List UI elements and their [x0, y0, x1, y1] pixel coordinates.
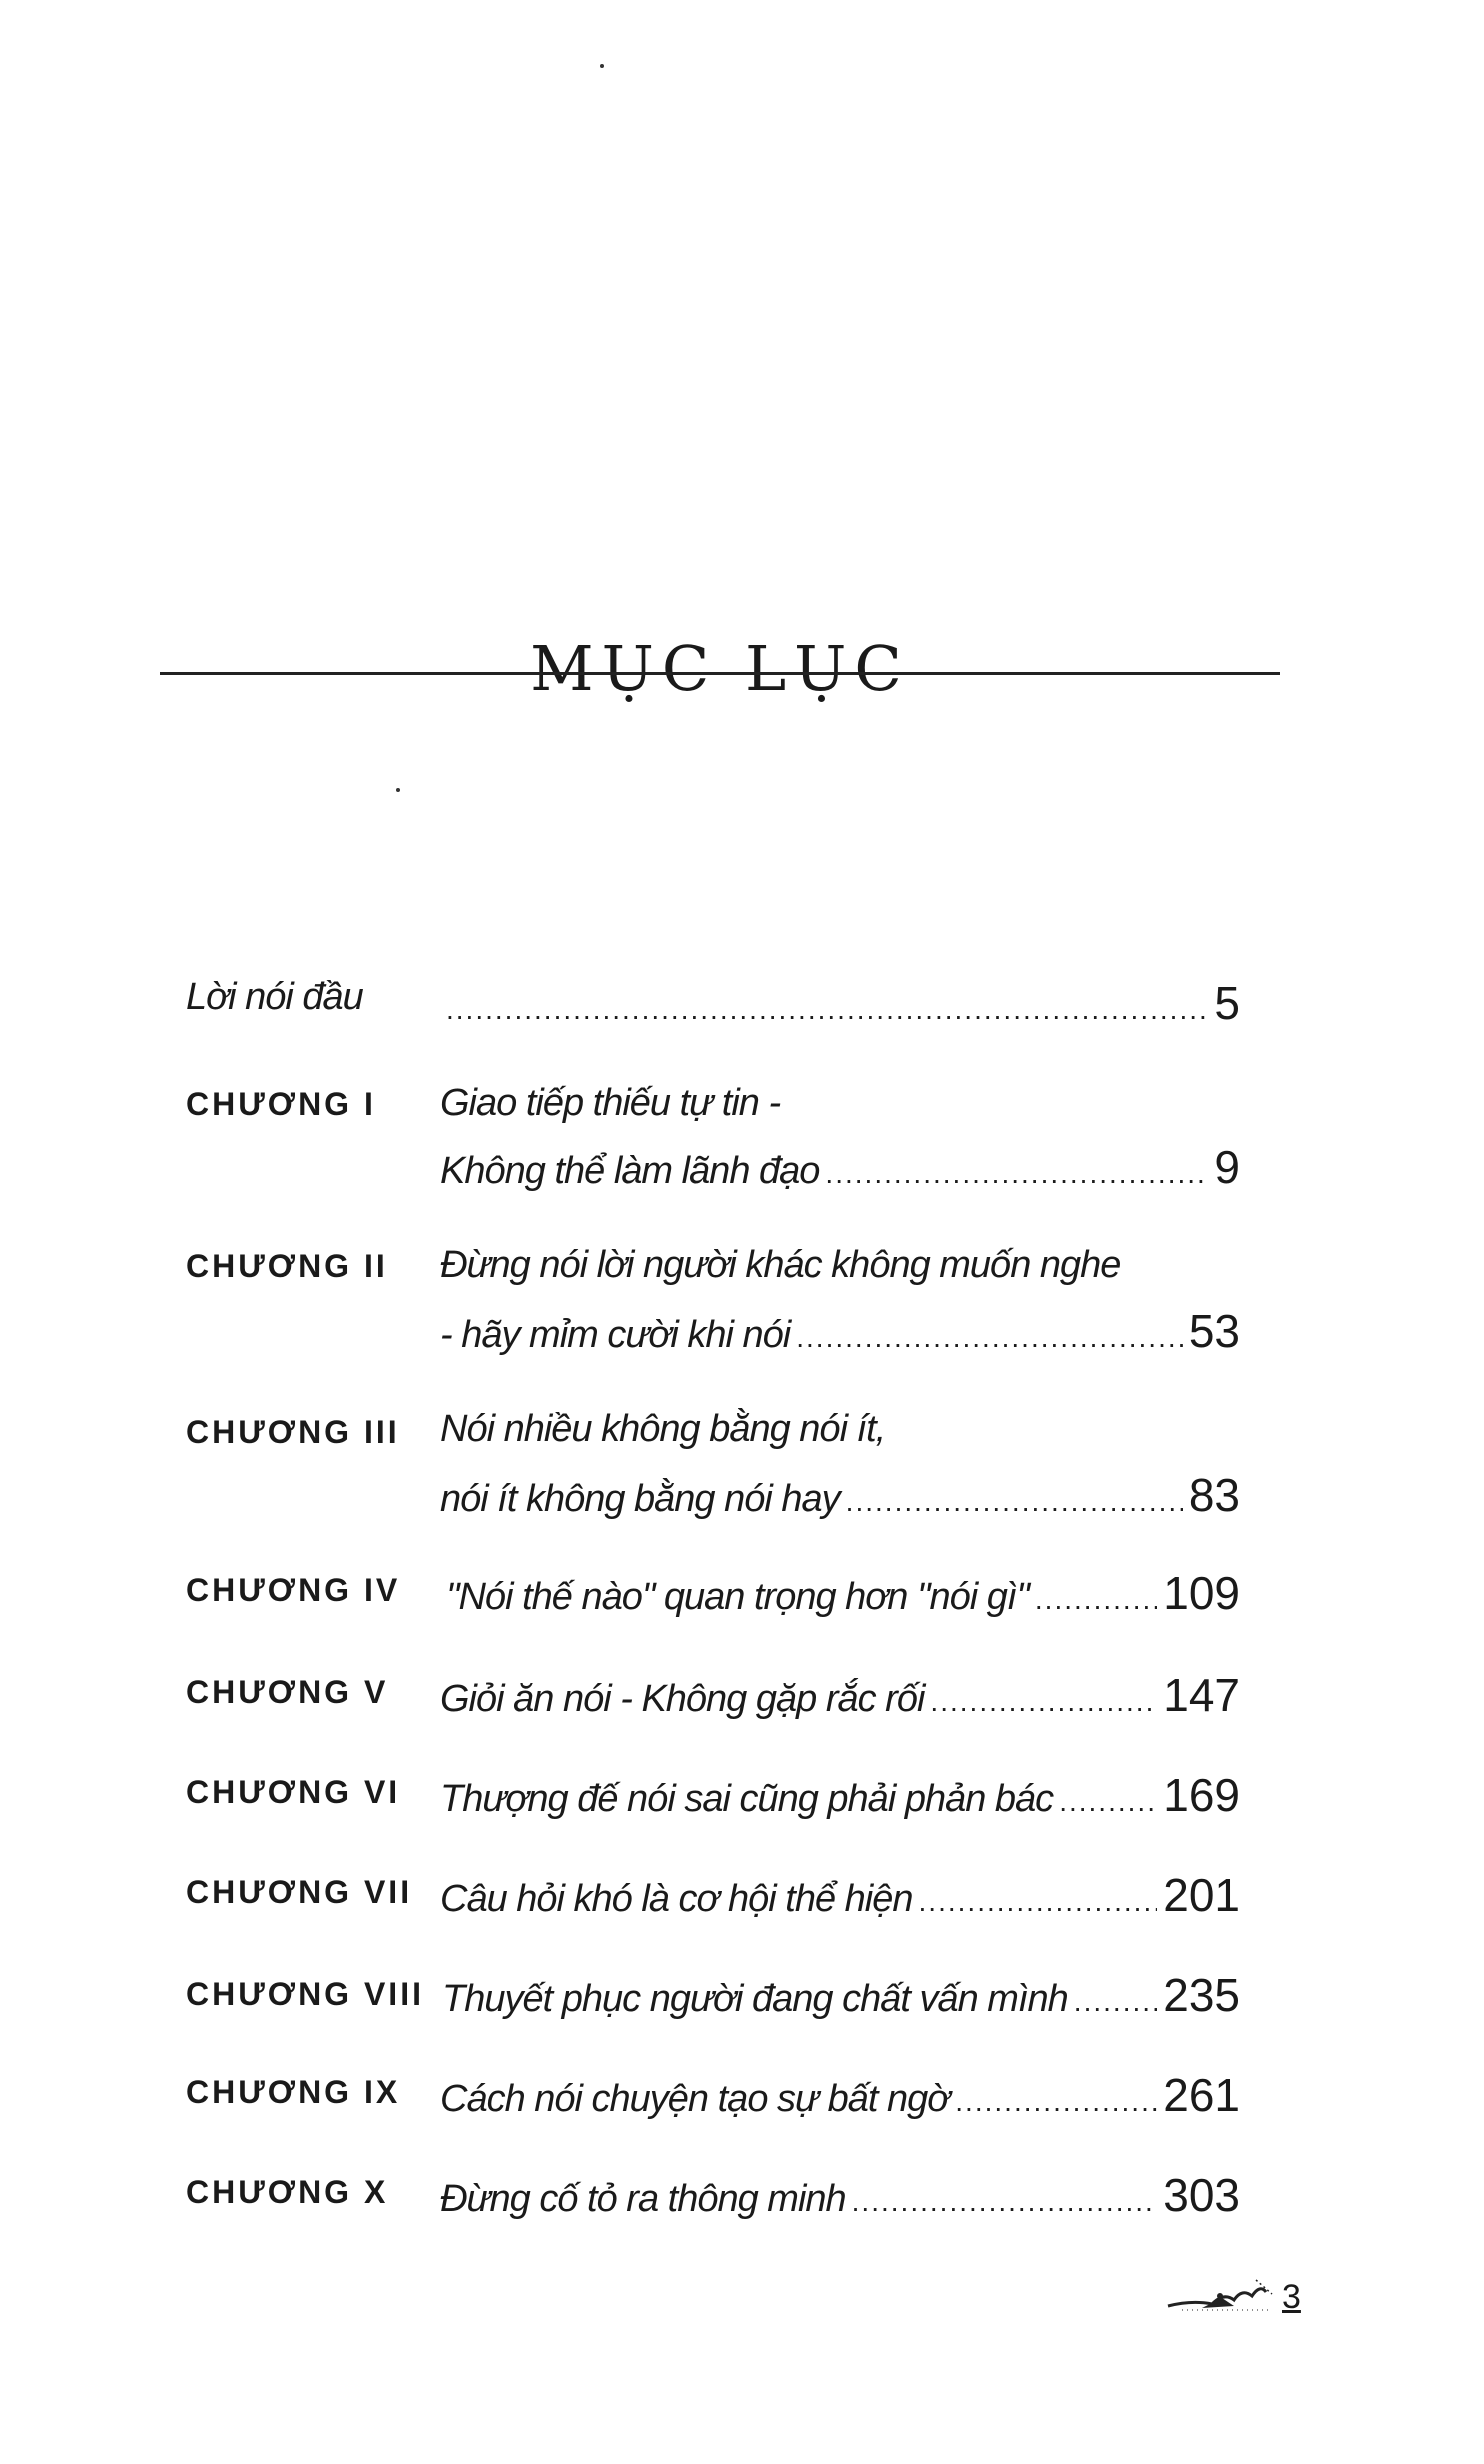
- entry-label: CHƯƠNG X: [186, 2174, 389, 2210]
- page-number: 3: [1282, 2278, 1301, 2316]
- dot-leader: [796, 1322, 1183, 1354]
- entry-text: Thượng đế nói sai cũng phải phản bác: [440, 1778, 1054, 1820]
- entry-label: CHƯƠNG VI: [186, 1774, 401, 1810]
- entry-line: [440, 1668, 1240, 1722]
- entry-page: 169: [1163, 1769, 1240, 1821]
- entry-label: CHƯƠNG II: [186, 1248, 388, 1284]
- entry-text: Đừng nói lời người khác không muốn nghe: [440, 1244, 1121, 1286]
- entry-line: [440, 1468, 1240, 1522]
- entry-line: [446, 1566, 1240, 1620]
- dot-leader: [446, 994, 1208, 1026]
- entry-line: [440, 1140, 1240, 1194]
- entry-page: 303: [1163, 2169, 1240, 2221]
- entry-page: 147: [1163, 1669, 1240, 1721]
- page-speck: [600, 64, 604, 68]
- entry-text: Đừng cố tỏ ra thông minh: [440, 2178, 846, 2220]
- entry-line: [440, 2068, 1240, 2122]
- entry-text: "Nói thế nào" quan trọng hơn "nói gì": [446, 1576, 1029, 1618]
- entry-text: Nói nhiều không bằng nói ít,: [440, 1408, 886, 1450]
- entry-text: Cách nói chuyện tạo sự bất ngờ: [440, 2078, 950, 2120]
- dot-leader: [825, 1158, 1208, 1190]
- entry-line: [440, 1304, 1240, 1358]
- entry-page: 261: [1163, 2069, 1240, 2121]
- entry-page: 5: [1214, 977, 1240, 1029]
- dot-leader: [846, 1486, 1183, 1518]
- dot-leader: [852, 2186, 1158, 2218]
- entry-label: CHƯƠNG I: [186, 1086, 376, 1122]
- entry-page: 109: [1163, 1567, 1240, 1619]
- entry-line: [440, 1868, 1240, 1922]
- dot-leader: [955, 2086, 1157, 2118]
- entry-text: Giao tiếp thiếu tự tin -: [440, 1082, 781, 1124]
- entry-label: CHƯƠNG IX: [186, 2074, 401, 2110]
- toc-title: MỤC LỤC: [530, 631, 910, 705]
- entry-page: 235: [1163, 1969, 1240, 2021]
- entry-line: [440, 1768, 1240, 1822]
- entry-line: [440, 1244, 1240, 1287]
- entry-page: 9: [1214, 1141, 1240, 1193]
- entry-text: nói ít không bằng nói hay: [440, 1478, 840, 1520]
- entry-text: Giỏi ăn nói - Không gặp rắc rối: [440, 1678, 925, 1720]
- entry-line: [442, 1968, 1240, 2022]
- dot-leader: [1059, 1786, 1157, 1818]
- entry-text: Không thể làm lãnh đạo: [440, 1150, 820, 1192]
- decorative-flourish-icon: [1162, 2270, 1282, 2320]
- dot-leader: [919, 1886, 1158, 1918]
- entry-label: CHƯƠNG VIII: [186, 1976, 424, 2012]
- entry-text: Câu hỏi khó là cơ hội thể hiện: [440, 1878, 913, 1920]
- entry-label: Lời nói đầu: [186, 976, 363, 1018]
- dot-leader: [1035, 1584, 1157, 1616]
- entry-page: 201: [1163, 1869, 1240, 1921]
- entry-line: [440, 976, 1240, 1030]
- entry-text: Thuyết phục người đang chất vấn mình: [442, 1978, 1068, 2020]
- entry-text: - hãy mỉm cười khi nói: [440, 1314, 791, 1356]
- entry-line: [440, 1408, 1240, 1451]
- entry-line: [440, 2168, 1240, 2222]
- dot-leader: [930, 1686, 1157, 1718]
- dot-leader: [1074, 1986, 1157, 2018]
- entry-label: CHƯƠNG V: [186, 1674, 389, 1710]
- entry-label: CHƯƠNG IV: [186, 1572, 401, 1608]
- entry-label: CHƯƠNG III: [186, 1414, 400, 1450]
- entry-page: 53: [1188, 1305, 1240, 1357]
- entry-page: 83: [1188, 1469, 1240, 1521]
- title-rule: [160, 672, 1280, 675]
- entry-line: [440, 1082, 1240, 1125]
- entry-label: CHƯƠNG VII: [186, 1874, 413, 1910]
- page-speck: [396, 788, 400, 792]
